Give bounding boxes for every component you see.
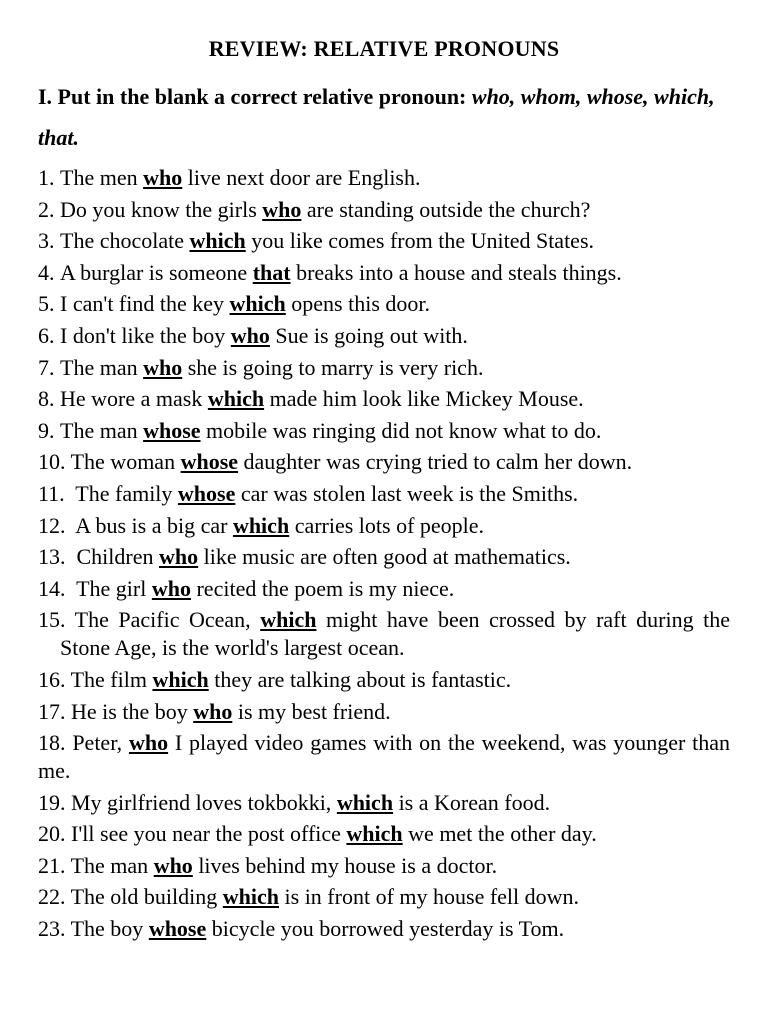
item-number: 12. — [38, 512, 66, 538]
item-text — [60, 259, 730, 287]
item-text-after: daughter was crying tried to calm her down. — [238, 449, 633, 475]
item-text-after: lives behind my house is a doctor. — [192, 852, 498, 878]
item-answer: whose — [143, 417, 201, 443]
item-text-after: Sue is going out with. — [269, 322, 468, 348]
item-answer: whose — [180, 449, 239, 475]
item-text-before: A burglar is someone — [60, 259, 253, 285]
item-number: 5. — [38, 291, 55, 317]
item-text-after: car was stolen last week is the Smiths. — [235, 480, 579, 506]
item-text — [60, 196, 730, 224]
item-number: 11. — [38, 480, 65, 506]
item-number: 8. — [38, 386, 55, 412]
item-text-before: I can't find the key — [60, 291, 230, 317]
exercise-item — [38, 666, 730, 694]
exercise-item — [38, 164, 730, 192]
item-text-before: The old building — [65, 884, 223, 910]
item-text-after: I played video games with on the weekend, was younger than me. — [38, 730, 730, 784]
item-text-after: bicycle you borrowed yesterday is Tom. — [206, 916, 565, 942]
item-answer: who — [159, 544, 199, 570]
exercise-item — [38, 290, 730, 318]
item-text — [60, 290, 730, 318]
item-text-after: is a Korean food. — [393, 789, 551, 815]
item-number: 19. — [38, 789, 66, 815]
item-answer: which — [260, 607, 317, 633]
exercise-item — [38, 852, 730, 880]
item-text-after: recited the poem is my niece. — [190, 575, 455, 601]
item-text-before: The man — [65, 852, 154, 878]
item-text-before: The chocolate — [60, 228, 190, 254]
exercise-item — [38, 354, 730, 382]
item-number: 6. — [38, 322, 55, 348]
item-text-before: Do you know the girls — [60, 196, 263, 222]
item-number: 10. — [38, 449, 66, 475]
exercise-item — [38, 512, 730, 540]
item-text-after: are standing outside the church? — [301, 196, 591, 222]
item-answer: who — [153, 852, 193, 878]
item-number: 9. — [38, 417, 55, 443]
item-number: 13. — [38, 544, 66, 570]
exercise-item — [38, 480, 730, 508]
item-text-after: you like comes from the United States. — [245, 228, 595, 254]
item-answer: who — [262, 196, 302, 222]
item-text-after: carries lots of people. — [289, 512, 485, 538]
worksheet-title: REVIEW: RELATIVE PRONOUNS — [208, 36, 560, 61]
exercise-item — [38, 196, 730, 224]
item-number: 23. — [38, 916, 66, 942]
item-answer: which — [229, 291, 286, 317]
item-text-after: mobile was ringing did not know what to do. — [200, 417, 602, 443]
item-text-before: The man — [60, 354, 144, 380]
item-number: 4. — [38, 259, 55, 285]
item-number: 21. — [38, 852, 66, 878]
item-text-after: is in front of my house fell down. — [279, 884, 580, 910]
item-text — [60, 322, 730, 350]
exercise-item — [38, 698, 730, 726]
item-text-before: Peter, — [65, 730, 129, 756]
item-number: 18. — [38, 730, 66, 756]
item-answer: who — [193, 698, 233, 724]
item-text-before: Children — [65, 544, 159, 570]
item-answer: who — [143, 165, 183, 190]
exercise-list — [38, 164, 730, 947]
item-text-after: breaks into a house and steals things. — [290, 259, 622, 285]
item-text-after: she is going to marry is very rich. — [182, 354, 484, 380]
exercise-item — [38, 915, 730, 943]
item-text — [60, 385, 730, 413]
item-number: 16. — [38, 666, 66, 692]
exercise-item — [38, 417, 730, 445]
item-answer: who — [230, 322, 270, 348]
item-number: 1. — [38, 165, 55, 190]
item-answer: which — [346, 821, 403, 847]
item-text-before: The woman — [65, 449, 181, 475]
item-answer: who — [128, 730, 169, 756]
item-text-after: they are talking about is fantastic. — [208, 666, 512, 692]
item-number: 3. — [38, 228, 55, 254]
item-text — [60, 164, 730, 192]
instruction-prefix: I. Put in the blank a correct relative pronoun: — [38, 84, 472, 109]
exercise-item — [38, 227, 730, 255]
item-answer: who — [143, 354, 183, 380]
item-text-before: A bus is a big car — [65, 512, 233, 538]
item-text-before: I'll see you near the post office — [65, 821, 347, 847]
exercise-item — [38, 322, 730, 350]
item-number: 7. — [38, 354, 55, 380]
item-text-after: might have been crossed by raft during the Stone Age, is the world's largest ocean. — [60, 607, 730, 661]
item-text-before: The man — [60, 417, 144, 443]
item-text-after: live next door are English. — [182, 165, 421, 190]
item-answer: which — [152, 666, 209, 692]
item-answer: whose — [148, 916, 207, 942]
item-answer: which — [336, 789, 394, 815]
item-text-before: The boy — [65, 916, 149, 942]
item-answer: which — [189, 228, 246, 254]
exercise-item — [38, 448, 730, 476]
item-text-after: we met the other day. — [402, 821, 597, 847]
item-answer: whose — [177, 480, 236, 506]
item-text-before: The men — [60, 165, 144, 190]
item-text — [60, 227, 730, 255]
item-answer: which — [232, 512, 290, 538]
item-number: 15. — [38, 607, 66, 633]
item-text-before: The family — [64, 480, 178, 506]
item-number: 22. — [38, 884, 66, 910]
item-answer: which — [207, 386, 265, 412]
item-text-before: He wore a mask — [60, 386, 208, 412]
exercise-item — [38, 820, 730, 848]
item-text-after: is my best friend. — [232, 698, 391, 724]
item-answer: which — [222, 884, 280, 910]
item-number: 17. — [38, 698, 66, 724]
item-text — [60, 417, 730, 445]
item-text — [60, 354, 730, 382]
exercise-item — [38, 385, 730, 413]
exercise-item — [38, 543, 730, 571]
item-text-after: like music are often good at mathematics. — [198, 544, 571, 570]
exercise-item — [38, 729, 730, 785]
exercise-item — [38, 789, 730, 817]
instruction — [38, 76, 730, 158]
item-text-after: opens this door. — [285, 291, 430, 317]
item-text-before: The Pacific Ocean, — [65, 607, 261, 633]
item-number: 14. — [38, 575, 66, 601]
exercise-item — [38, 606, 730, 662]
item-answer: who — [151, 575, 191, 601]
item-text-before: My girlfriend loves tokbokki, — [65, 789, 337, 815]
instruction-options: who, whom, whose, which, that. — [38, 84, 715, 150]
exercise-item — [38, 883, 730, 911]
item-answer: that — [252, 259, 291, 285]
item-text-before: I don't like the boy — [60, 322, 231, 348]
item-number: 20. — [38, 821, 66, 847]
item-text-before: The film — [65, 666, 153, 692]
item-text-after: made him look like Mickey Mouse. — [264, 386, 584, 412]
exercise-item — [38, 259, 730, 287]
exercise-item — [38, 575, 730, 603]
item-text-before: The girl — [65, 575, 152, 601]
item-number: 2. — [38, 196, 55, 222]
item-text-before: He is the boy — [65, 698, 194, 724]
